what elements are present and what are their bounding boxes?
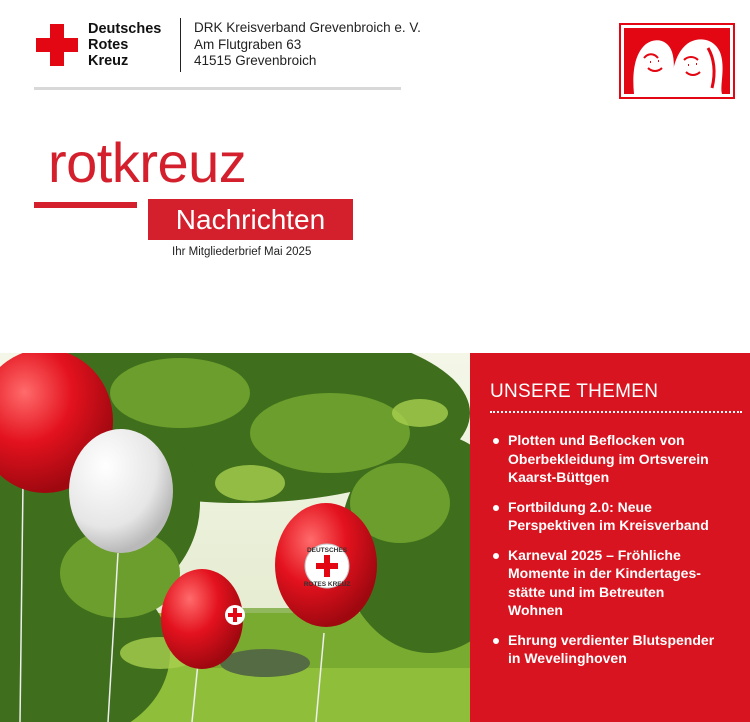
bullet-icon bbox=[493, 638, 499, 644]
street: Am Flutgraben 63 bbox=[194, 36, 302, 52]
issue-label: Ihr Mitgliederbrief Mai 2025 bbox=[172, 246, 312, 258]
white-balloon bbox=[69, 429, 173, 553]
list-item bbox=[490, 631, 748, 668]
balloon-text-top: DEUTSCHES bbox=[306, 547, 348, 554]
bullet-icon bbox=[493, 553, 499, 559]
header-rule bbox=[34, 87, 401, 90]
masthead-accent-line bbox=[34, 202, 137, 208]
topics-dotted-rule bbox=[490, 411, 742, 413]
org-name: DRK Kreisverband Grevenbroich e. V. bbox=[194, 20, 421, 35]
bullet-icon bbox=[493, 438, 499, 444]
topic-text: Ehrung verdienter Blutspender in Wevelinghoven bbox=[508, 631, 715, 666]
masthead-title: rotkreuz bbox=[48, 131, 247, 194]
list-item bbox=[490, 431, 748, 487]
topic-text: Karneval 2025 – Fröhliche Momente in der Kindertages- stätte und im Betreuten Wohnen bbox=[508, 546, 701, 618]
masthead-subtitle: Nachrichten bbox=[175, 204, 326, 235]
topics-panel bbox=[470, 353, 750, 722]
balloon-text-bottom: ROTES KREUZ bbox=[303, 581, 351, 588]
topic-text: Fortbildung 2.0: Neue Perspektiven im Kreisverband bbox=[508, 498, 709, 533]
topic-text: Plotten und Beflocken von Oberbekleidung im Ortsverein Kaarst-Büttgen bbox=[508, 432, 709, 485]
topics-list bbox=[490, 431, 748, 679]
campaign-badge bbox=[619, 23, 735, 99]
list-item bbox=[490, 498, 748, 535]
logo-wordmark: Deutsches Rotes Kreuz bbox=[88, 21, 162, 69]
red-cross-logo-icon bbox=[36, 24, 78, 66]
faces-illustration-icon bbox=[624, 28, 730, 94]
city: 41515 Grevenbroich bbox=[194, 53, 317, 68]
balloon-photo bbox=[0, 353, 470, 722]
bullet-icon bbox=[493, 505, 499, 511]
topics-heading: UNSERE THEMEN bbox=[490, 381, 659, 402]
list-item bbox=[490, 546, 748, 620]
header-divider bbox=[180, 18, 181, 72]
address-block bbox=[194, 20, 421, 70]
